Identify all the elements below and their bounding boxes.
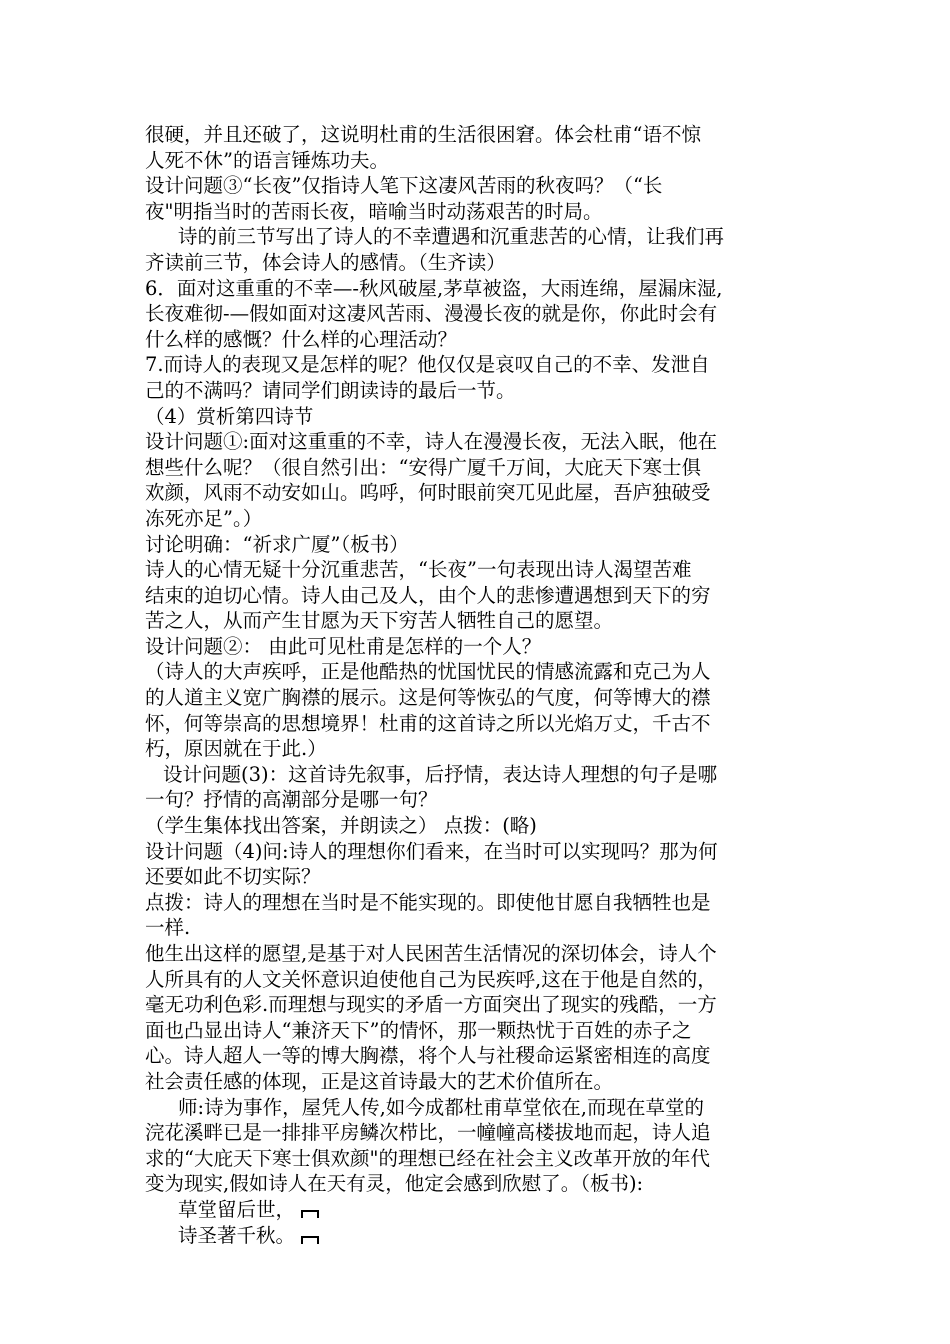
text-line: 齐读前三节，体会诗人的感情。（生齐读）: [145, 250, 506, 274]
text-line: 讨论明确：“祈求广厦”（板书）: [145, 532, 409, 556]
text-line: 想些什么呢？（很自然引出：“安得广厦千万间，大庇天下寒士俱: [145, 455, 701, 479]
couplet-line: [145, 1223, 815, 1249]
text-line: 设计问题（4)问:诗人的理想你们看来，在当时可以实现吗？那为何: [145, 839, 718, 863]
text-line: 诗的前三节写出了诗人的不幸遭遇和沉重悲苦的心情，让我们再: [178, 225, 725, 249]
text-line: 诗人的心情无疑十分沉重悲苦，“长夜”一句表现出诗人渴望苦难: [145, 558, 692, 582]
text-line: 怀，何等崇高的思想境界！杜甫的这首诗之所以光焰万丈，千古不: [145, 711, 711, 735]
text-line: 点拨：诗人的理想在当时是不能实现的。即使他甘愿自我牺牲也是: [145, 890, 711, 914]
text-line: （学生集体找出答案，并朗读之） 点拨：(略): [145, 814, 537, 838]
text-line: 长夜难彻-—假如面对这凄风苦雨、漫漫长夜的就是你，你此时会有: [145, 302, 718, 326]
text-line: 还要如此不切实际？: [145, 865, 321, 889]
text-line: 结束的迫切心情。诗人由己及人，由个人的悲惨遭遇想到天下的穷: [145, 583, 711, 607]
text-line: 社会责任感的体现，正是这首诗最大的艺术价值所在。: [145, 1069, 614, 1093]
document-body: [145, 122, 815, 1248]
bracket-mark-icon: [301, 1210, 319, 1222]
text-line: 7.而诗人的表现又是怎样的呢？他仅仅是哀叹自己的不幸、发泄自: [145, 353, 710, 377]
text-line: 什么样的感慨？什么样的心理活动？: [145, 327, 458, 351]
text-line: 夜"明指当时的苦雨长夜，暗喻当时动荡艰苦的时局。: [145, 199, 603, 223]
text-line: 人死不休”的语言锤炼功夫。: [145, 148, 389, 172]
bracket-mark-icon: [301, 1236, 319, 1248]
text-line: 苦之人，从而产生甘愿为天下穷苦人牺牲自己的愿望。: [145, 609, 614, 633]
text-line: 设计问题(3)：这首诗先叙事，后抒情，表达诗人理想的句子是哪: [163, 762, 718, 786]
text-line: 设计问题③“长夜”仅指诗人笔下这凄风苦雨的秋夜吗？（“长: [145, 174, 663, 198]
text-line: 冻死亦足”。）: [145, 506, 263, 530]
text-line: 面也凸显出诗人“兼济天下”的情怀，那一颗热忧于百姓的赤子之: [145, 1018, 692, 1042]
text-line: （诗人的大声疾呼，正是他酷热的忧国忧民的情感流露和克己为人: [145, 660, 711, 684]
couplet-text: 草堂留后世，: [178, 1197, 296, 1221]
text-line: 师:诗为事作，屋凭人传,如今成都杜甫草堂依在,而现在草堂的: [178, 1095, 704, 1119]
text-line: 一句？抒情的高潮部分是哪一句？: [145, 788, 438, 812]
text-line: 朽，原因就在于此.）: [145, 737, 327, 761]
text-line: 一样.: [145, 916, 191, 940]
text-line: 他生出这样的愿望,是基于对人民困苦生活情况的深切体会，诗人个: [145, 942, 717, 965]
couplet-text: 诗圣著千秋。: [178, 1223, 296, 1247]
text-line: 的人道主义宽广胸襟的展示。这是何等恢弘的气度，何等博大的襟: [145, 686, 711, 710]
text-line: 心。诗人超人一等的博大胸襟，将个人与社稷命运紧密相连的高度: [145, 1044, 711, 1068]
section-heading: （4）赏析第四诗节: [145, 404, 314, 428]
text-line: 6．面对这重重的不幸—-秋风破屋,茅草被盗，大雨连绵，屋漏床湿,: [145, 276, 723, 300]
text-line: 欢颜，风雨不动安如山。呜呼，何时眼前突兀见此屋，吾庐独破受: [145, 481, 711, 505]
text-line: 很硬，并且还破了，这说明杜甫的生活很困窘。体会杜甫“语不惊: [145, 123, 701, 146]
text-line: 求的“大庇天下寒士俱欢颜"的理想已经在社会主义改革开放的年代: [145, 1146, 710, 1170]
text-line: 设计问题②： 由此可见杜甫是怎样的一个人？: [145, 634, 542, 658]
text-line: 设计问题①:面对这重重的不幸，诗人在漫漫长夜，无法入眠，他在: [145, 430, 718, 454]
text-line: 毫无功利色彩.而理想与现实的矛盾一方面突出了现实的残酷，一方: [145, 993, 717, 1017]
text-line: 人所具有的人文关怀意识迫使他自己为民疾呼,这在于他是自然的，: [145, 967, 717, 991]
couplet-line: [145, 1197, 815, 1223]
text-line: 变为现实,假如诗人在天有灵，他定会感到欣慰了。（板书):: [145, 1172, 644, 1196]
text-line: 己的不满吗？请同学们朗读诗的最后一节。: [145, 378, 516, 402]
text-line: 浣花溪畔已是一排排平房鳞次栉比，一幢幢高楼拔地而起，诗人追: [145, 1121, 711, 1145]
